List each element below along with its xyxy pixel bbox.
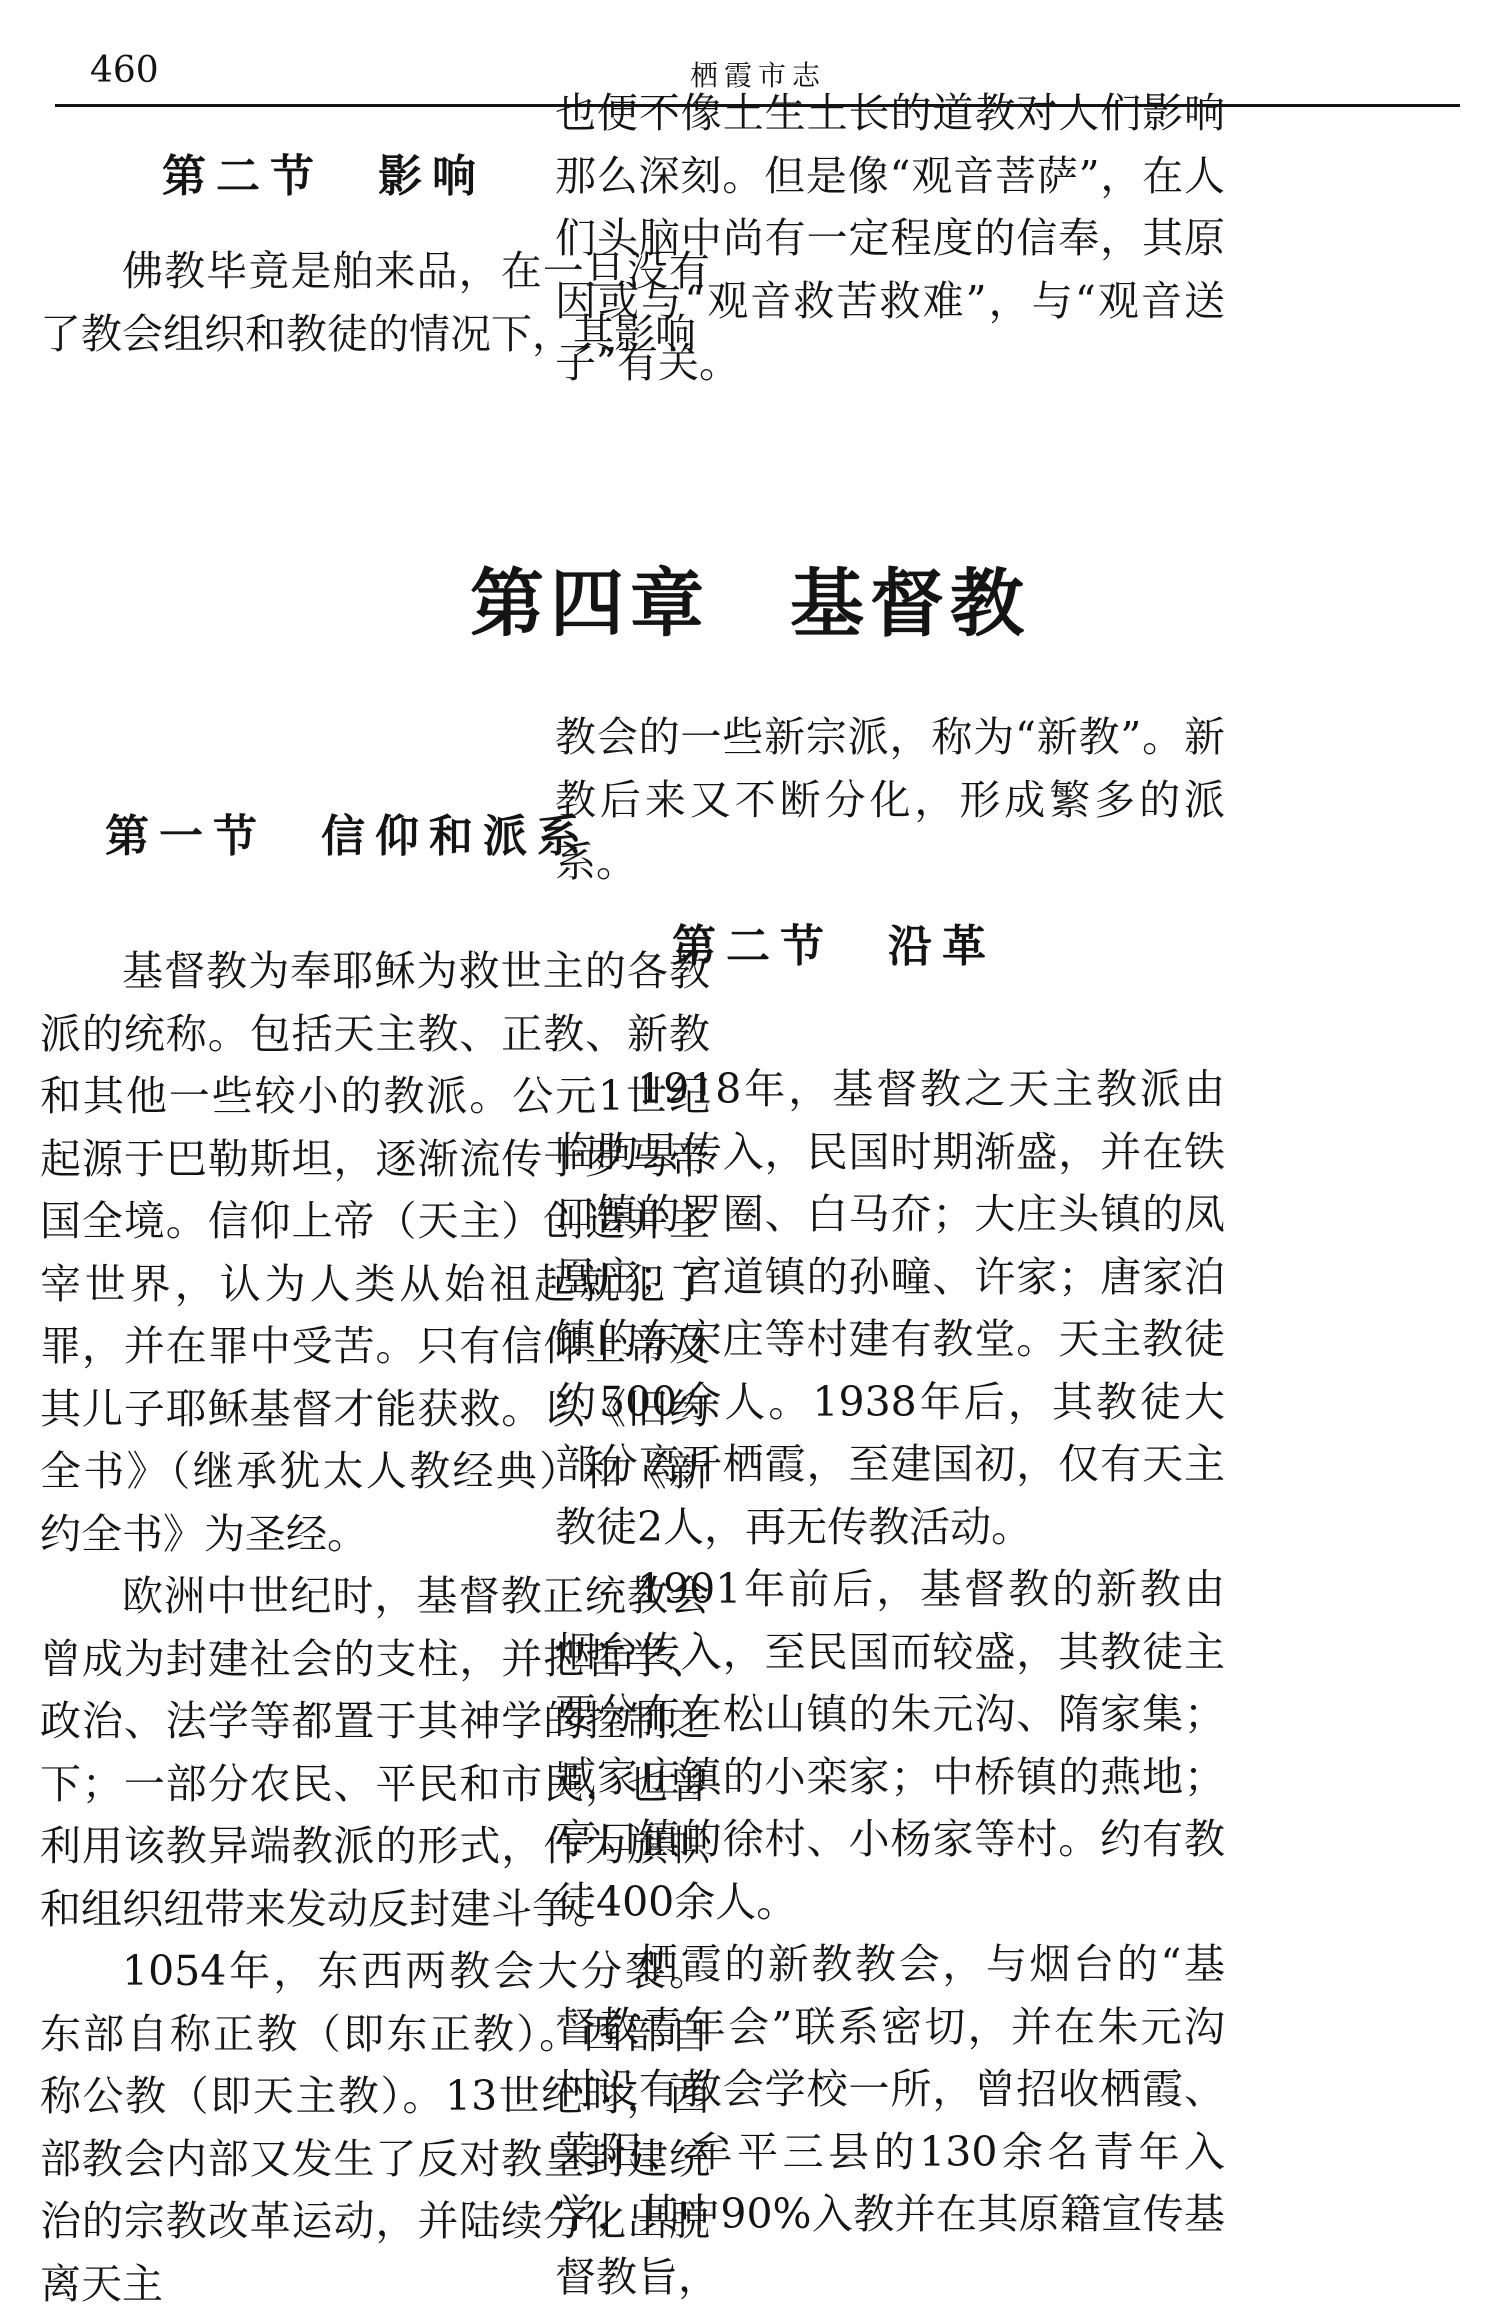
chapter-title: 第四章 基督教 (470, 561, 1030, 647)
paragraph: 也便不像土生土长的道教对人们影响那么深刻。但是像“观音菩萨”，在人们头脑中尚有一定程度的信奉，其原因或与“观音救苦救难”，与“观音送子”有关。 (555, 89, 1225, 387)
paragraph: 教会的一些新宗派，称为“新教”。新教后来又不断分化，形成繁多的派系。 (555, 713, 1225, 886)
paragraph: 1054年，东西两教会大分裂。东部自称正教（即东正教）。西部自称公教（即天主教）。13世纪时，西部教会内部又发生了反对教皇封建统治的宗教改革运动，并陆续分化出脱离天主 (40, 1947, 710, 2308)
paragraph: 1918年，基督教之天主教派由临朐县传入，民国时期渐盛，并在铁口镇的罗圈、白马夼；大庄头镇的凤凰庄；官道镇的孙疃、许家；唐家泊镇的东宋庄等村建有教堂。天主教徒约500余人。1938年后，其教徒大部分离开栖霞，至建国初，仅有天主教徒2人，再无传教活动。 (555, 1065, 1225, 1551)
page-number: 460 (90, 50, 159, 91)
right-column (555, 1058, 1225, 2308)
right-column-continuation (555, 706, 1225, 894)
paragraph: 栖霞的新教教会，与烟台的“基督教青年会”联系密切，并在朱元沟村设有教会学校一所，曾招收栖霞、莱阳、牟平三县的130余名青年入学，其中90%入教并在其原籍宣传基督教旨， (555, 1940, 1225, 2301)
paragraph: 1901年前后，基督教的新教由烟台传入，至民国而较盛，其教徒主要分布在松山镇的朱元沟、隋家集；臧家庄镇的小栾家；中桥镇的燕地；亭口镇的徐村、小杨家等村。约有教徒400余人。 (555, 1565, 1225, 1926)
top-right-column (555, 82, 1225, 395)
paragraph: 佛教毕竟是舶来品，在一旦没有了教会组织和教徒的情况下，其影响 (40, 247, 710, 358)
section-heading-influence: 第二节 影响 (162, 151, 486, 202)
section-heading-faith-denominations: 第一节 信仰和派系 (105, 811, 591, 862)
paragraph: 基督教为奉耶稣为救世主的各教派的统称。包括天主教、正教、新教和其他一些较小的教派。公元1世纪起源于巴勒斯坦，逐渐流传于罗马帝国全境。信仰上帝（天主）创造并主宰世界，认为人类从始祖起就犯了罪，并在罪中受苦。只有信仰上帝及其儿子耶稣基督才能获救。以《旧约全书》（继承犹太人教经典）和《新约全书》为圣经。 (40, 947, 710, 1558)
section-heading-history: 第二节 沿革 (672, 921, 996, 972)
paragraph: 欧洲中世纪时，基督教正统教会曾成为封建社会的支柱，并把哲学、政治、法学等都置于其神学的控制之下；一部分农民、平民和市民，也曾利用该教异端教派的形式，作为旗帜和组织纽带来发动反封建斗争。 (40, 1572, 710, 1933)
running-title: 栖霞市志 (690, 59, 827, 92)
